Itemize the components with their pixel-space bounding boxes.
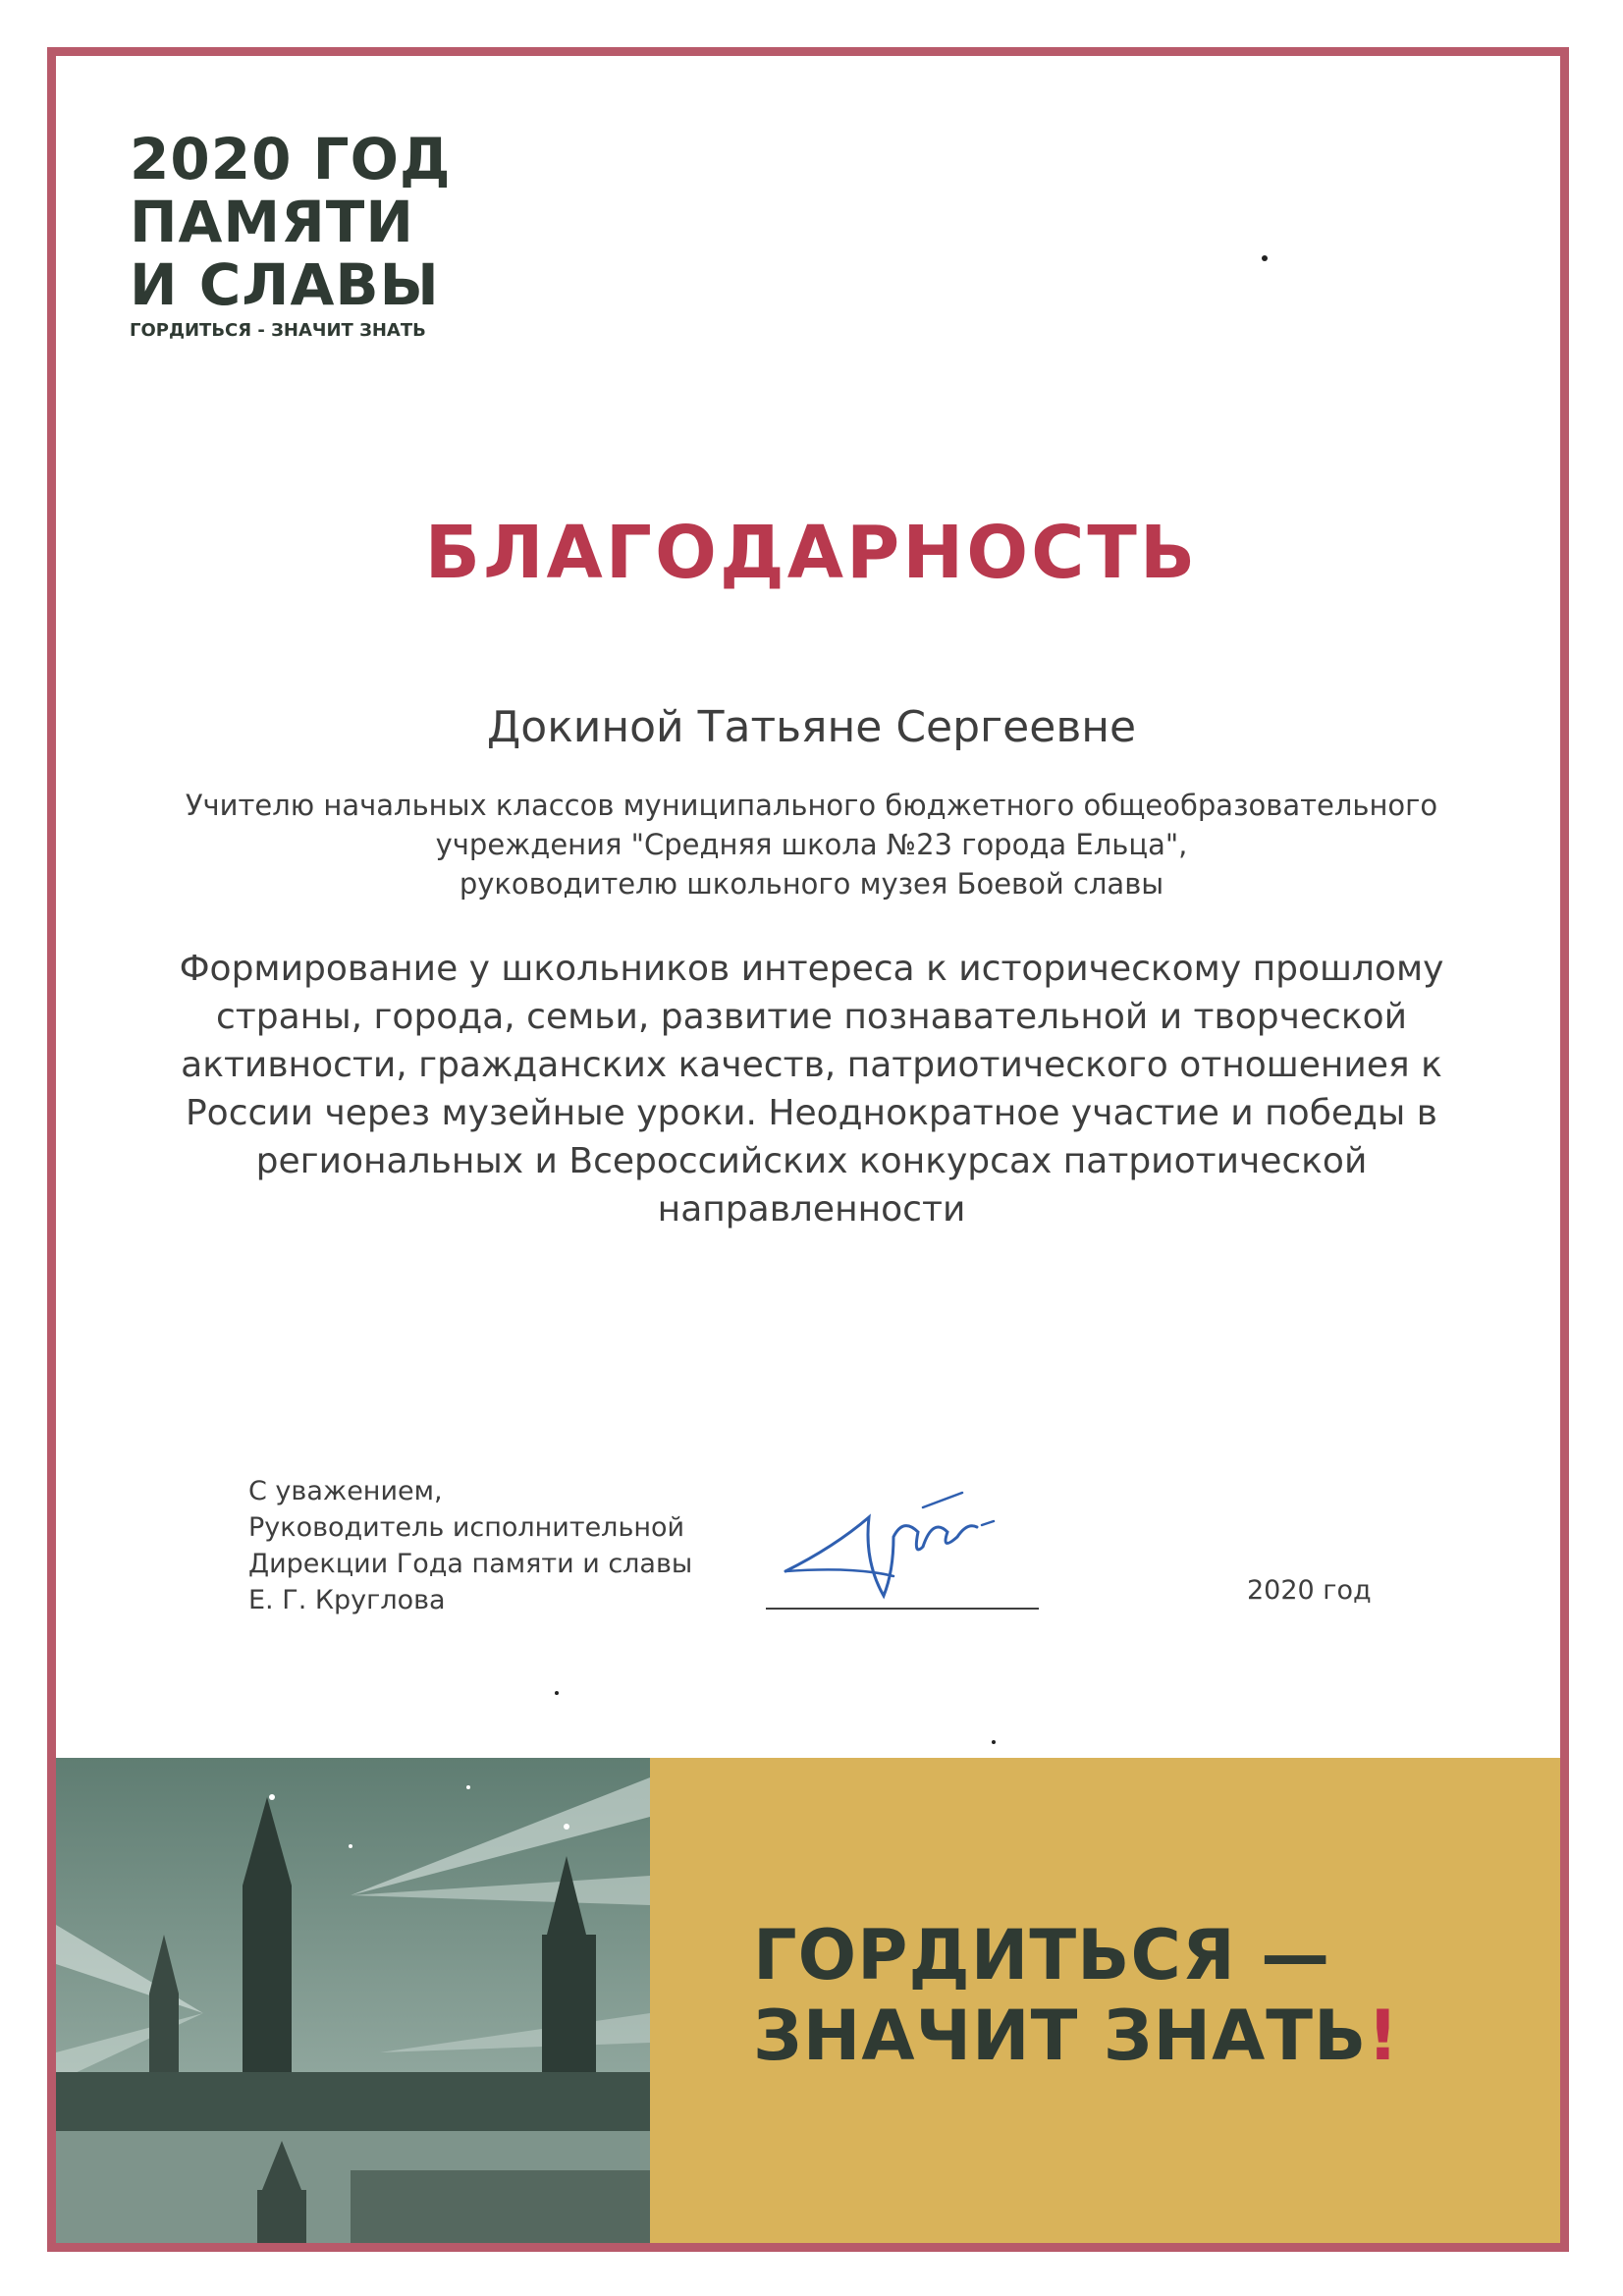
scan-speck [555,1691,559,1695]
slogan-exclamation: ! [1367,1995,1400,2076]
slogan-line-1: ГОРДИТЬСЯ — [753,1915,1331,1995]
recipient-position [147,786,1476,903]
signatory-line: С уважением, [248,1476,443,1506]
signatory-line: Руководитель исполнительной [248,1512,685,1543]
signatory-line: Дирекции Года памяти и славы [248,1549,693,1579]
signatory-block [248,1473,692,1618]
scan-speck [1262,255,1268,261]
logo-line-2: ПАМЯТИ [130,189,414,255]
reason-line: Формирование у школьников интереса к историческому прошлому [179,949,1444,989]
position-line: учреждения "Средняя школа №23 города Ельца", [435,828,1188,861]
slogan-line-2-text: ЗНАЧИТ ЗНАТЬ [753,1995,1368,2076]
slogan [753,1915,1399,2076]
logo-line-1: 2020 ГОД [130,126,452,192]
slogan-line-2 [753,1995,1399,2076]
logo-line-3: И СЛАВЫ [130,251,440,318]
award-reason [108,945,1515,1233]
kremlin-illustration [56,1758,650,2243]
position-line: руководителю школьного музея Боевой славы [459,867,1164,901]
kremlin-photo [56,1758,650,2243]
position-line: Учителю начальных классов муниципального бюджетного общеобразовательного [185,789,1438,822]
slogan-banner [650,1758,1560,2243]
reason-line: активности, гражданских качеств, патриотического отношениея к [181,1045,1442,1085]
reason-line: страны, города, семьи, развитие познавательной и творческой [215,997,1407,1037]
signature-line [766,1608,1039,1610]
document-year: 2020 год [1247,1575,1372,1606]
logo-tagline: ГОРДИТЬСЯ - ЗНАЧИТ ЗНАТЬ [130,320,426,341]
reason-line: направленности [657,1189,966,1230]
year-of-memory-logo [130,126,452,341]
scan-speck [992,1740,996,1744]
reason-line: России через музейные уроки. Неоднократное участие и победы в [185,1093,1438,1133]
handwritten-signature [776,1478,1001,1635]
recipient-name: Докиной Татьяне Сергеевне [486,702,1137,752]
document-title: БЛАГОДАРНОСТЬ [424,511,1199,595]
signatory-line: Е. Г. Круглова [248,1585,446,1615]
reason-line: региональных и Всероссийских конкурсах патриотической [255,1141,1368,1181]
